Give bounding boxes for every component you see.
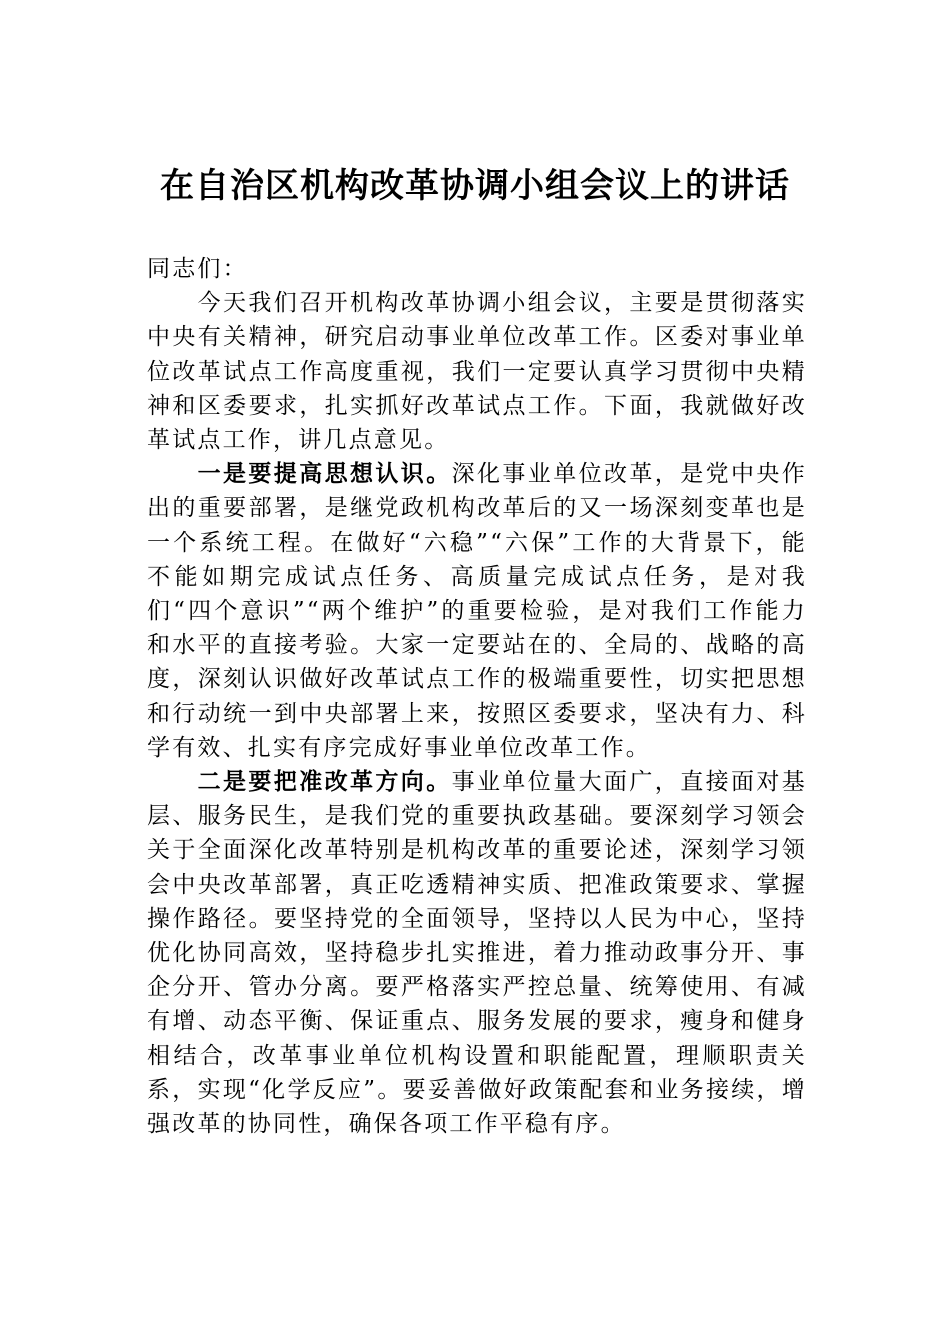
section-paragraph-2 (147, 765, 807, 1141)
document-body (147, 252, 807, 1141)
section-heading-1: 一是要提高思想认识。 (197, 460, 452, 488)
intro-paragraph: 今天我们召开机构改革协调小组会议，主要是贯彻落实中央有关精神，研究启动事业单位改革工作。区委对事业单位改革试点工作高度重视，我们一定要认真学习贯彻中央精神和区委要求，扎实抓好改革试点工作。下面，我就做好改革试点工作，讲几点意见。 (147, 290, 807, 454)
section-paragraph-1 (147, 457, 807, 765)
section-heading-2: 二是要把准改革方向。 (197, 768, 452, 796)
section-text-2: 事业单位量大面广，直接面对基层、服务民生，是我们党的重要执政基础。要深刻学习领会关于全面深化改革特别是机构改革的重要论述，深刻学习领会中央改革部署，真正吃透精神实质、把准政策要求、掌握操作路径。要坚持党的全面领导，坚持以人民为中心，坚持优化协同高效，坚持稳步扎实推进，着力推动政事分开、事企分开、管办分离。要严格落实严控总量、统筹使用、有减有增、动态平衡、保证重点、服务发展的要求，瘦身和健身相结合，改革事业单位机构设置和职能配置，理顺职责关系，实现“化学反应”。要妥善做好政策配套和业务接续，增强改革的协同性，确保各项工作平稳有序。 (147, 769, 807, 1138)
section-text-1: 深化事业单位改革，是党中央作出的重要部署，是继党政机构改革后的又一场深刻变革也是一个系统工程。在做好“六稳”“六保”工作的大背景下，能不能如期完成试点任务、高质量完成试点任务，是对我们“四个意识”“两个维护”的重要检验，是对我们工作能力和水平的直接考验。大家一定要站在的、全局的、战略的高度，深刻认识做好改革试点工作的极端重要性，切实把思想和行动统一到中央部署上来，按照区委要求，坚决有力、科学有效、扎实有序完成好事业单位改革工作。 (147, 461, 807, 761)
salutation: 同志们： (147, 256, 248, 282)
document-title: 在自治区机构改革协调小组会议上的讲话 (160, 166, 790, 206)
